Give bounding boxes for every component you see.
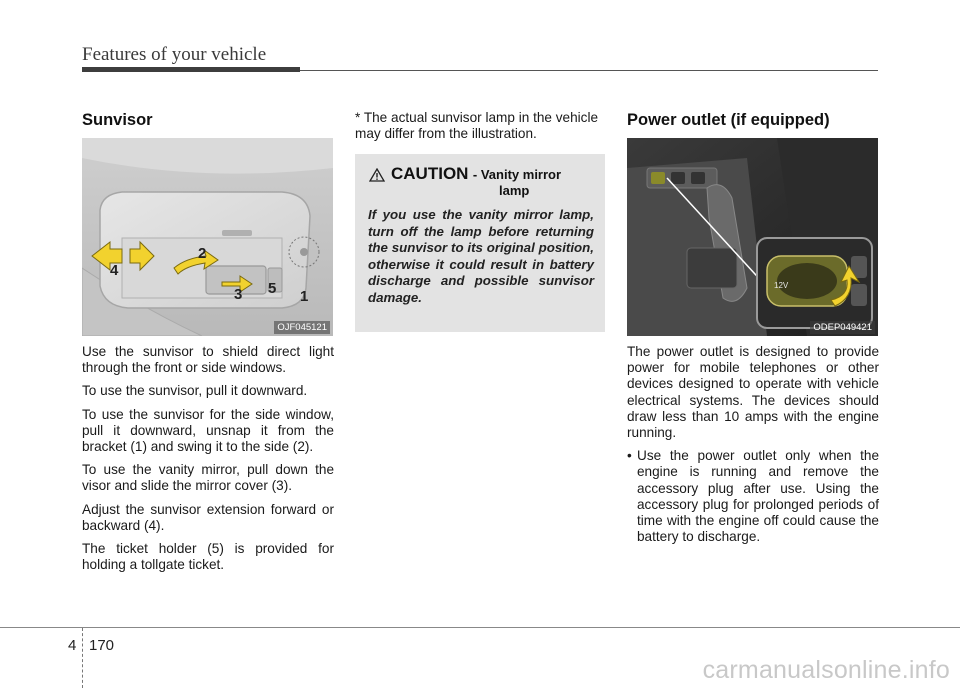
caution-subject-2: lamp <box>499 183 530 198</box>
figure-code: OJF045121 <box>274 321 330 334</box>
page-section-title: Features of your vehicle <box>82 44 267 65</box>
caution-box <box>355 154 605 332</box>
sunvisor-para-2: To use the sunvisor, pull it downward. <box>82 383 308 399</box>
sunvisor-text <box>82 344 334 580</box>
bullet-icon: • <box>627 448 632 464</box>
power-outlet-text <box>627 344 879 545</box>
header-rule <box>300 70 878 71</box>
sunvisor-para-4: To use the vanity mirror, pull down the visor and slide the mirror cover (3). <box>82 462 334 494</box>
callout-2: 2 <box>198 245 207 262</box>
caution-label: CAUTION <box>391 164 469 183</box>
sunvisor-para-3: To use the sunvisor for the side window, pull it downward, unsnap it from the bracket (1) and swing it to the side (2). <box>82 406 334 455</box>
bullet-text: Use the power outlet only when the engine is running and remove the accessory plug after use. Using the accessory plug for prolonged periods of time with the engine off could cause the battery to discharge. <box>637 448 879 545</box>
callout-4: 4 <box>110 262 119 279</box>
header-bar <box>82 67 300 72</box>
sunvisor-para-5: Adjust the sunvisor extension forward or backward (4). <box>82 501 334 533</box>
sunvisor-drawing <box>82 138 333 336</box>
sunvisor-illustration <box>82 138 333 336</box>
caution-subject-1: - Vanity mirror <box>472 167 562 182</box>
warning-triangle-icon <box>369 168 385 182</box>
sunvisor-heading: Sunvisor <box>82 111 153 129</box>
power-outlet-para: The power outlet is designed to provide power for mobile telephones or other devices designed to operate with vehicle electrical systems. The devices should draw less than 10 amps with the engine running. <box>627 344 879 441</box>
chapter-number: 4 <box>68 637 77 654</box>
power-outlet-heading: Power outlet (if equipped) <box>627 111 830 129</box>
footer-rule <box>0 627 960 628</box>
page-number: 170 <box>89 637 115 654</box>
sunvisor-para-6: The ticket holder (5) is provided for holding a tollgate ticket. <box>82 541 334 573</box>
power-outlet-bullet <box>627 448 879 545</box>
footer-divider <box>82 628 83 688</box>
figure-code: ODEP049421 <box>810 321 875 334</box>
sunvisor-para-1: Use the sunvisor to shield direct light through the front or side windows. <box>82 344 334 376</box>
caution-body <box>368 207 594 306</box>
power-outlet-drawing <box>627 138 878 336</box>
caution-text: If you use the vanity mirror lamp, turn off the lamp before returning the sunvisor to its original position, otherwise it could result in battery discharge and possible sunvisor damage. <box>368 207 594 305</box>
illustration-note: * The actual sunvisor lamp in the vehicle may differ from the illustration. <box>355 110 599 142</box>
watermark: carmanualsonline.info <box>702 656 950 684</box>
callout-3: 3 <box>234 286 243 303</box>
inset-label: 12V <box>774 281 789 290</box>
power-outlet-photo <box>627 138 878 336</box>
callout-5: 5 <box>268 280 277 297</box>
callout-1: 1 <box>300 288 309 305</box>
